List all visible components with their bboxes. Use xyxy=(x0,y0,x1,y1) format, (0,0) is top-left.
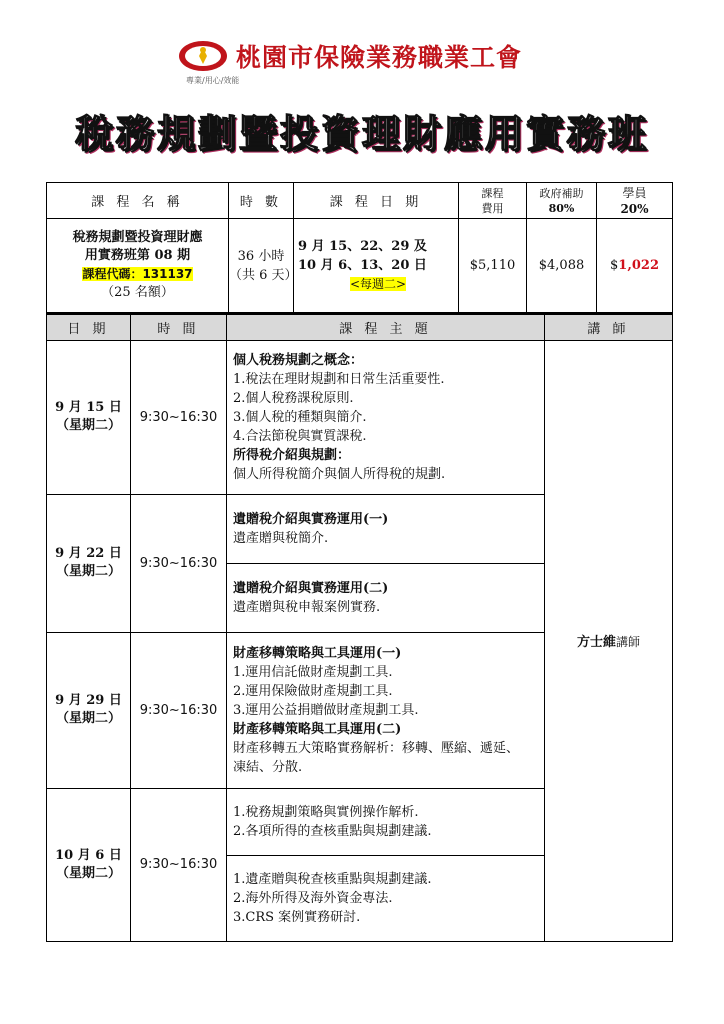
topic-line: 凍結、分散. xyxy=(233,759,303,775)
schedule-table xyxy=(46,313,673,942)
header-student-line1: 學員 xyxy=(622,185,647,200)
subsidy-value: $4,088 xyxy=(527,219,597,313)
page-title: 稅務規劃暨投資理財應用實務班 xyxy=(74,112,649,156)
dates-cell xyxy=(294,219,459,313)
topic-heading: 遺贈稅介紹與實務運用(一) xyxy=(233,511,389,527)
student-amount: 1,022 xyxy=(618,258,659,273)
union-slogan: 專業/用心/效能 xyxy=(186,76,240,85)
session-weekday: （星期二） xyxy=(55,711,121,726)
header-student xyxy=(597,183,673,219)
summary-header-row xyxy=(47,183,673,219)
session-weekday: （星期二） xyxy=(55,418,121,433)
schedule-header-row xyxy=(47,314,673,340)
topic-line: 1.運用信託做財產規劃工具. xyxy=(233,664,393,680)
session-date-cell xyxy=(47,340,131,494)
fee-value: $5,110 xyxy=(459,219,527,313)
header-subsidy-line1: 政府補助 xyxy=(539,186,584,200)
topic-line: 3.個人稅的種類與簡介. xyxy=(233,409,367,425)
topic-line: 1.遺產贈與稅查核重點與規劃建議. xyxy=(233,871,432,887)
union-name: 桃園市保險業務職業工會 xyxy=(236,43,523,72)
session-topic-cell xyxy=(227,494,545,563)
header-fee xyxy=(459,183,527,219)
union-logo-icon xyxy=(178,40,228,72)
session-date: 9 月 29 日 xyxy=(55,693,122,708)
course-name-line2: 用實務班第 08 期 xyxy=(84,248,191,263)
topic-line: 2.個人稅務課稅原則. xyxy=(233,390,354,406)
topic-line: 財產移轉五大策略實務解析：移轉、壓縮、遞延、 xyxy=(233,740,520,756)
session-weekday: （星期二） xyxy=(55,865,121,881)
topic-line: 3.CRS 案例實務研討. xyxy=(233,909,361,925)
teacher-cell xyxy=(545,340,673,941)
session-topic-cell xyxy=(227,632,545,788)
header-topic: 課 程 主 題 xyxy=(227,314,545,340)
dates-line1: 9 月 15、22、29 及 xyxy=(298,239,427,254)
student-value-cell xyxy=(597,219,673,313)
session-time: 9:30~16:30 xyxy=(131,632,227,788)
topic-heading: 財產移轉策略與工具運用(二) xyxy=(233,721,402,737)
teacher-name: 方士維 xyxy=(576,635,616,650)
header-subsidy xyxy=(527,183,597,219)
session-topic-cell xyxy=(227,340,545,494)
topic-heading: 財產移轉策略與工具運用(一) xyxy=(233,645,402,661)
course-quota: （25 名額） xyxy=(101,285,174,300)
session-time: 9:30~16:30 xyxy=(131,340,227,494)
topic-line: 4.合法節稅與實質課稅. xyxy=(233,428,367,444)
header-time: 時 間 xyxy=(131,314,227,340)
session-date: 10 月 6 日 xyxy=(55,847,122,863)
week-tag: <每週二> xyxy=(349,277,407,291)
topic-line: 1.稅法在理財規劃和日常生活重要性. xyxy=(233,371,445,387)
course-summary-table xyxy=(46,182,673,313)
hours-line1: 36 小時 xyxy=(237,248,285,264)
topic-line: 3.運用公益捐贈做財產規劃工具. xyxy=(233,702,419,718)
course-code: 課程代碼：131137 xyxy=(82,267,193,281)
topic-line: 2.各項所得的查核重點與規劃建議. xyxy=(233,823,432,839)
topic-line: 遺產贈與稅申報案例實務. xyxy=(233,599,381,615)
student-currency-symbol: $ xyxy=(610,258,619,273)
topic-line: 1.稅務規劃策略與實例操作解析. xyxy=(233,804,419,820)
summary-data-row xyxy=(47,219,673,313)
session-date: 9 月 22 日 xyxy=(55,546,122,561)
header-subsidy-line2: 80% xyxy=(548,201,575,215)
header-hours: 時 數 xyxy=(229,183,294,219)
session-time: 9:30~16:30 xyxy=(131,788,227,941)
dates-line2: 10 月 6、13、20 日 xyxy=(298,258,427,273)
teacher-title: 講師 xyxy=(616,635,641,649)
session-topic-cell xyxy=(227,563,545,632)
header-date: 日 期 xyxy=(47,314,131,340)
hours-line2: （共 6 天） xyxy=(229,267,298,283)
session-topic-cell xyxy=(227,788,545,855)
header-teacher: 講 師 xyxy=(545,314,673,340)
schedule-row xyxy=(47,340,673,494)
header-dates: 課 程 日 期 xyxy=(294,183,459,219)
header-course-name: 課 程 名 稱 xyxy=(47,183,229,219)
header-student-line2: 20% xyxy=(620,201,649,216)
hours-cell xyxy=(229,219,298,313)
topic-heading: 個人稅務規劃之概念： xyxy=(233,352,364,368)
session-weekday: （星期二） xyxy=(55,564,121,579)
session-time: 9:30~16:30 xyxy=(131,494,227,632)
topic-line: 2.海外所得及海外資金專法. xyxy=(233,890,393,906)
session-topic-cell xyxy=(227,855,545,941)
header-fee-line1: 課程 xyxy=(481,186,504,200)
union-header xyxy=(0,36,724,88)
topic-heading: 所得稅介紹與規劃： xyxy=(233,447,351,463)
session-date-cell xyxy=(47,632,131,788)
topic-line: 個人所得稅簡介與個人所得稅的規劃. xyxy=(233,466,446,482)
course-name-cell xyxy=(47,219,229,313)
session-date: 9 月 15 日 xyxy=(55,400,122,415)
topic-line: 2.運用保險做財產規劃工具. xyxy=(233,683,393,699)
topic-heading: 遺贈稅介紹與實務運用(二) xyxy=(233,580,389,596)
session-date-cell xyxy=(47,494,131,632)
course-name-line1: 稅務規劃暨投資理財應 xyxy=(72,230,203,245)
header-fee-line2: 費用 xyxy=(481,201,504,215)
session-date-cell xyxy=(47,788,131,941)
topic-line: 遺產贈與稅簡介. xyxy=(233,530,329,546)
